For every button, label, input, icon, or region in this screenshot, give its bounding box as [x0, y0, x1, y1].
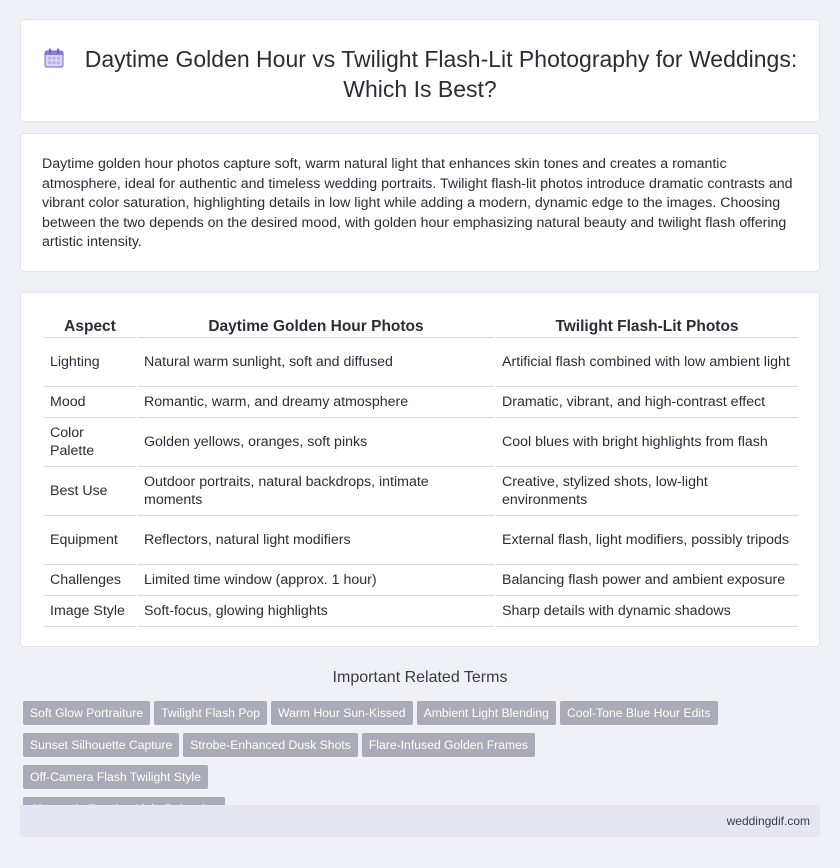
related-term-tag[interactable]: Off-Camera Flash Twilight Style	[23, 765, 208, 789]
related-term-tag[interactable]: Soft Glow Portraiture	[23, 701, 150, 725]
page-title-text: Daytime Golden Hour vs Twilight Flash-Lit Photography for Weddings: Which Is Best?	[84, 46, 798, 102]
related-terms-heading: Important Related Terms	[332, 669, 508, 686]
table-cell-golden-hour: Reflectors, natural light modifiers	[138, 516, 494, 565]
table-cell-golden-hour: Golden yellows, oranges, soft pinks	[138, 418, 494, 467]
table-cell-aspect: Challenges	[44, 565, 136, 596]
table-cell-twilight-flash: Dramatic, vibrant, and high-contrast effect	[496, 387, 798, 418]
table-row	[44, 387, 798, 418]
table-cell-twilight-flash: Cool blues with bright highlights from flash	[496, 418, 798, 467]
calendar-icon	[43, 46, 65, 68]
table-cell-aspect: Best Use	[44, 467, 136, 516]
comparison-table	[42, 316, 800, 627]
related-term-tag[interactable]: Strobe-Enhanced Dusk Shots	[183, 733, 358, 757]
table-cell-twilight-flash: Creative, stylized shots, low-light environments	[496, 467, 798, 516]
table-cell-aspect: Equipment	[44, 516, 136, 565]
table-row	[44, 516, 798, 565]
table-cell-golden-hour: Soft-focus, glowing highlights	[138, 596, 494, 627]
table-cell-aspect: Image Style	[44, 596, 136, 627]
related-term-tag[interactable]: Flare-Infused Golden Frames	[362, 733, 535, 757]
column-header-aspect: Aspect	[44, 316, 136, 338]
intro-paragraph: Daytime golden hour photos capture soft, warm natural light that enhances skin tones and creates a romantic atmosphere, ideal for authentic and timeless wedding portraits. Twilight flash-lit photos introduce dramatic contrasts and vibrant color saturation, highlighting details in low light while adding a modern, dynamic edge to the images. Choosing between the two depends on the desired mood, with golden hour emphasizing natural beauty and twilight flash offering artistic intensity.	[42, 156, 793, 251]
page-title	[21, 44, 819, 104]
comparison-table-card	[20, 292, 820, 647]
table-cell-twilight-flash: External flash, light modifiers, possibly tripods	[496, 516, 798, 565]
table-cell-twilight-flash: Artificial flash combined with low ambient light	[496, 338, 798, 387]
table-cell-twilight-flash: Balancing flash power and ambient exposure	[496, 565, 798, 596]
table-cell-golden-hour: Natural warm sunlight, soft and diffused	[138, 338, 494, 387]
header-card	[20, 19, 820, 122]
table-row	[44, 565, 798, 596]
related-term-tag[interactable]: Twilight Flash Pop	[154, 701, 267, 725]
table-cell-golden-hour: Romantic, warm, and dreamy atmosphere	[138, 387, 494, 418]
table-cell-aspect: Mood	[44, 387, 136, 418]
table-cell-golden-hour: Outdoor portraits, natural backdrops, intimate moments	[138, 467, 494, 516]
related-term-tag[interactable]: Warm Hour Sun-Kissed	[271, 701, 413, 725]
footer-site-link[interactable]: weddingdif.com	[726, 814, 810, 828]
table-header-row	[44, 316, 798, 338]
table-row	[44, 418, 798, 467]
related-term-tag[interactable]: Ambient Light Blending	[417, 701, 556, 725]
table-cell-golden-hour: Limited time window (approx. 1 hour)	[138, 565, 494, 596]
column-header-twilight-flash: Twilight Flash-Lit Photos	[496, 316, 798, 338]
table-cell-twilight-flash: Sharp details with dynamic shadows	[496, 596, 798, 627]
table-cell-aspect: Color Palette	[44, 418, 136, 467]
footer-bar	[20, 805, 820, 837]
related-term-tag[interactable]: Cool-Tone Blue Hour Edits	[560, 701, 718, 725]
table-row	[44, 596, 798, 627]
column-header-golden-hour: Daytime Golden Hour Photos	[138, 316, 494, 338]
table-cell-aspect: Lighting	[44, 338, 136, 387]
related-term-tag[interactable]: Sunset Silhouette Capture	[23, 733, 179, 757]
intro-card	[20, 133, 820, 272]
table-row	[44, 467, 798, 516]
table-row	[44, 338, 798, 387]
